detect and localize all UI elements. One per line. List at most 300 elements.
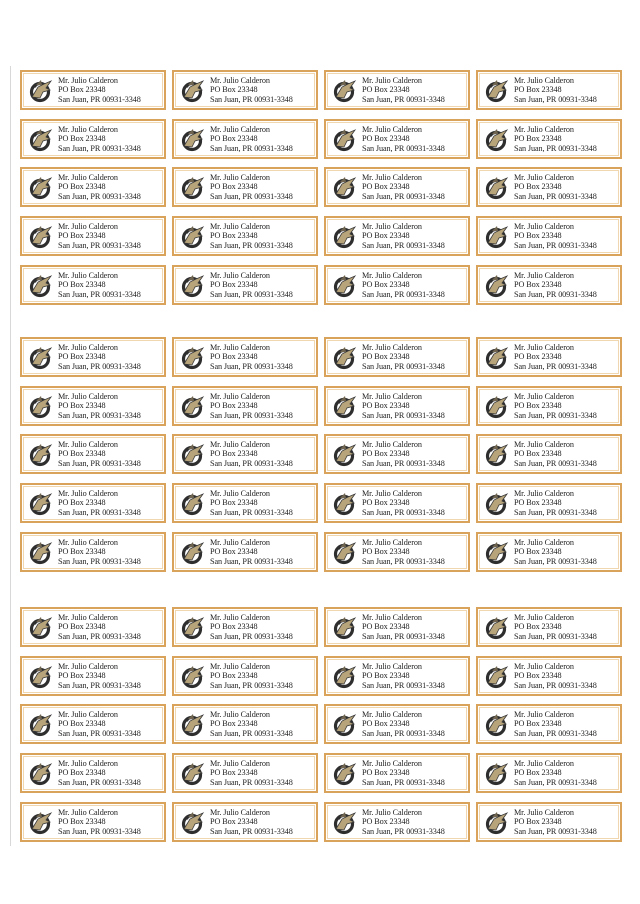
city-state-zip-line: San Juan, PR 00931-3348 <box>210 94 293 104</box>
bird-emblem-icon <box>482 440 510 468</box>
address-label <box>20 607 166 647</box>
city-state-zip-line: San Juan, PR 00931-3348 <box>362 680 445 690</box>
recipient-name: Mr. Julio Calderon <box>362 808 422 817</box>
po-box-line: PO Box 23348 <box>362 719 410 729</box>
city-state-zip-line: San Juan, PR 00931-3348 <box>210 240 293 250</box>
recipient-name: Mr. Julio Calderon <box>58 392 118 401</box>
address-block <box>58 710 166 738</box>
city-state-zip-line: San Juan, PR 00931-3348 <box>362 289 445 299</box>
recipient-name: Mr. Julio Calderon <box>514 613 574 622</box>
bird-emblem-icon <box>482 759 510 787</box>
address-label <box>324 337 470 377</box>
po-box-line: PO Box 23348 <box>58 768 106 778</box>
address-block <box>210 271 318 299</box>
recipient-name: Mr. Julio Calderon <box>58 271 118 280</box>
address-block <box>210 76 318 104</box>
bird-emblem-icon <box>178 271 206 299</box>
address-block <box>362 662 470 690</box>
city-state-zip-line: San Juan, PR 00931-3348 <box>362 458 445 468</box>
bird-emblem-icon <box>330 808 358 836</box>
bird-emblem-icon <box>482 808 510 836</box>
city-state-zip-line: San Juan, PR 00931-3348 <box>210 507 293 517</box>
address-label <box>20 216 166 256</box>
address-label <box>172 119 318 159</box>
po-box-line: PO Box 23348 <box>210 768 258 778</box>
po-box-line: PO Box 23348 <box>58 817 106 827</box>
recipient-name: Mr. Julio Calderon <box>514 173 574 182</box>
address-label <box>172 70 318 110</box>
address-block <box>362 613 470 641</box>
address-label <box>476 70 622 110</box>
bird-emblem-icon <box>330 222 358 250</box>
city-state-zip-line: San Juan, PR 00931-3348 <box>514 556 597 566</box>
bird-emblem-icon <box>330 125 358 153</box>
address-block <box>362 710 470 738</box>
po-box-line: PO Box 23348 <box>58 671 106 681</box>
address-label <box>324 483 470 523</box>
address-block <box>514 222 622 250</box>
address-block <box>210 808 318 836</box>
po-box-line: PO Box 23348 <box>210 719 258 729</box>
bird-emblem-icon <box>482 613 510 641</box>
address-block <box>58 76 166 104</box>
recipient-name: Mr. Julio Calderon <box>210 710 270 719</box>
city-state-zip-line: San Juan, PR 00931-3348 <box>210 143 293 153</box>
bird-emblem-icon <box>178 710 206 738</box>
recipient-name: Mr. Julio Calderon <box>514 538 574 547</box>
po-box-line: PO Box 23348 <box>210 231 258 241</box>
address-block <box>514 710 622 738</box>
po-box-line: PO Box 23348 <box>362 498 410 508</box>
bird-emblem-icon <box>330 613 358 641</box>
city-state-zip-line: San Juan, PR 00931-3348 <box>514 410 597 420</box>
city-state-zip-line: San Juan, PR 00931-3348 <box>210 410 293 420</box>
city-state-zip-line: San Juan, PR 00931-3348 <box>58 94 141 104</box>
city-state-zip-line: San Juan, PR 00931-3348 <box>362 361 445 371</box>
po-box-line: PO Box 23348 <box>58 352 106 362</box>
address-block <box>514 538 622 566</box>
recipient-name: Mr. Julio Calderon <box>514 125 574 134</box>
address-block <box>514 808 622 836</box>
address-label <box>324 167 470 207</box>
bird-emblem-icon <box>178 76 206 104</box>
city-state-zip-line: San Juan, PR 00931-3348 <box>514 240 597 250</box>
address-label <box>20 119 166 159</box>
recipient-name: Mr. Julio Calderon <box>210 343 270 352</box>
bird-emblem-icon <box>26 392 54 420</box>
po-box-line: PO Box 23348 <box>362 817 410 827</box>
address-label <box>476 167 622 207</box>
address-block <box>362 538 470 566</box>
bird-emblem-icon <box>482 538 510 566</box>
po-box-line: PO Box 23348 <box>362 352 410 362</box>
recipient-name: Mr. Julio Calderon <box>514 710 574 719</box>
po-box-line: PO Box 23348 <box>58 182 106 192</box>
city-state-zip-line: San Juan, PR 00931-3348 <box>58 680 141 690</box>
address-block <box>58 271 166 299</box>
recipient-name: Mr. Julio Calderon <box>210 808 270 817</box>
po-box-line: PO Box 23348 <box>58 449 106 459</box>
bird-emblem-icon <box>26 710 54 738</box>
bird-emblem-icon <box>482 222 510 250</box>
address-label <box>172 265 318 305</box>
bird-emblem-icon <box>330 759 358 787</box>
address-block <box>514 76 622 104</box>
address-label <box>324 265 470 305</box>
bird-emblem-icon <box>178 808 206 836</box>
city-state-zip-line: San Juan, PR 00931-3348 <box>362 556 445 566</box>
po-box-line: PO Box 23348 <box>514 622 562 632</box>
po-box-line: PO Box 23348 <box>210 498 258 508</box>
city-state-zip-line: San Juan, PR 00931-3348 <box>514 94 597 104</box>
bird-emblem-icon <box>26 222 54 250</box>
address-label <box>324 532 470 572</box>
recipient-name: Mr. Julio Calderon <box>362 489 422 498</box>
address-label <box>20 483 166 523</box>
recipient-name: Mr. Julio Calderon <box>362 759 422 768</box>
address-label <box>324 607 470 647</box>
city-state-zip-line: San Juan, PR 00931-3348 <box>362 143 445 153</box>
recipient-name: Mr. Julio Calderon <box>58 173 118 182</box>
po-box-line: PO Box 23348 <box>514 719 562 729</box>
bird-emblem-icon <box>178 662 206 690</box>
recipient-name: Mr. Julio Calderon <box>210 392 270 401</box>
po-box-line: PO Box 23348 <box>362 671 410 681</box>
recipient-name: Mr. Julio Calderon <box>58 662 118 671</box>
address-block <box>210 440 318 468</box>
recipient-name: Mr. Julio Calderon <box>514 759 574 768</box>
address-block <box>514 440 622 468</box>
address-block <box>362 489 470 517</box>
city-state-zip-line: San Juan, PR 00931-3348 <box>58 191 141 201</box>
po-box-line: PO Box 23348 <box>210 547 258 557</box>
bird-emblem-icon <box>178 392 206 420</box>
bird-emblem-icon <box>330 343 358 371</box>
recipient-name: Mr. Julio Calderon <box>362 613 422 622</box>
address-block <box>210 343 318 371</box>
recipient-name: Mr. Julio Calderon <box>514 808 574 817</box>
city-state-zip-line: San Juan, PR 00931-3348 <box>210 191 293 201</box>
bird-emblem-icon <box>26 808 54 836</box>
address-label <box>324 753 470 793</box>
address-block <box>58 392 166 420</box>
city-state-zip-line: San Juan, PR 00931-3348 <box>58 410 141 420</box>
address-label <box>476 434 622 474</box>
address-label <box>20 386 166 426</box>
recipient-name: Mr. Julio Calderon <box>362 343 422 352</box>
po-box-line: PO Box 23348 <box>362 85 410 95</box>
address-label <box>172 607 318 647</box>
recipient-name: Mr. Julio Calderon <box>58 76 118 85</box>
po-box-line: PO Box 23348 <box>210 134 258 144</box>
city-state-zip-line: San Juan, PR 00931-3348 <box>514 143 597 153</box>
address-label <box>172 704 318 744</box>
address-block <box>58 759 166 787</box>
bird-emblem-icon <box>26 662 54 690</box>
recipient-name: Mr. Julio Calderon <box>58 613 118 622</box>
city-state-zip-line: San Juan, PR 00931-3348 <box>514 361 597 371</box>
po-box-line: PO Box 23348 <box>58 231 106 241</box>
bird-emblem-icon <box>26 125 54 153</box>
bird-emblem-icon <box>330 271 358 299</box>
bird-emblem-icon <box>178 538 206 566</box>
recipient-name: Mr. Julio Calderon <box>58 440 118 449</box>
address-block <box>514 271 622 299</box>
po-box-line: PO Box 23348 <box>362 280 410 290</box>
recipient-name: Mr. Julio Calderon <box>210 271 270 280</box>
city-state-zip-line: San Juan, PR 00931-3348 <box>362 191 445 201</box>
address-label <box>20 802 166 842</box>
po-box-line: PO Box 23348 <box>58 85 106 95</box>
po-box-line: PO Box 23348 <box>514 817 562 827</box>
address-label <box>20 704 166 744</box>
address-label <box>172 532 318 572</box>
address-block <box>514 759 622 787</box>
recipient-name: Mr. Julio Calderon <box>514 271 574 280</box>
address-label <box>476 704 622 744</box>
address-block <box>210 613 318 641</box>
city-state-zip-line: San Juan, PR 00931-3348 <box>58 728 141 738</box>
recipient-name: Mr. Julio Calderon <box>210 173 270 182</box>
address-label <box>172 656 318 696</box>
address-label <box>20 337 166 377</box>
po-box-line: PO Box 23348 <box>362 231 410 241</box>
address-block <box>58 808 166 836</box>
address-label <box>172 386 318 426</box>
city-state-zip-line: San Juan, PR 00931-3348 <box>362 826 445 836</box>
city-state-zip-line: San Juan, PR 00931-3348 <box>58 507 141 517</box>
address-block <box>362 759 470 787</box>
address-block <box>210 125 318 153</box>
po-box-line: PO Box 23348 <box>362 401 410 411</box>
city-state-zip-line: San Juan, PR 00931-3348 <box>362 94 445 104</box>
po-box-line: PO Box 23348 <box>514 134 562 144</box>
recipient-name: Mr. Julio Calderon <box>362 440 422 449</box>
city-state-zip-line: San Juan, PR 00931-3348 <box>210 458 293 468</box>
address-block <box>210 662 318 690</box>
address-label <box>476 656 622 696</box>
recipient-name: Mr. Julio Calderon <box>58 538 118 547</box>
bird-emblem-icon <box>26 489 54 517</box>
address-block <box>210 710 318 738</box>
address-label <box>476 802 622 842</box>
city-state-zip-line: San Juan, PR 00931-3348 <box>210 289 293 299</box>
city-state-zip-line: San Juan, PR 00931-3348 <box>514 191 597 201</box>
bird-emblem-icon <box>482 76 510 104</box>
po-box-line: PO Box 23348 <box>514 768 562 778</box>
address-label <box>324 704 470 744</box>
recipient-name: Mr. Julio Calderon <box>362 392 422 401</box>
address-block <box>58 125 166 153</box>
po-box-line: PO Box 23348 <box>514 182 562 192</box>
address-block <box>362 808 470 836</box>
recipient-name: Mr. Julio Calderon <box>210 222 270 231</box>
city-state-zip-line: San Juan, PR 00931-3348 <box>210 680 293 690</box>
bird-emblem-icon <box>482 271 510 299</box>
po-box-line: PO Box 23348 <box>514 85 562 95</box>
address-block <box>58 538 166 566</box>
bird-emblem-icon <box>178 440 206 468</box>
po-box-line: PO Box 23348 <box>362 182 410 192</box>
page-edge-divider <box>10 66 11 846</box>
city-state-zip-line: San Juan, PR 00931-3348 <box>514 458 597 468</box>
city-state-zip-line: San Juan, PR 00931-3348 <box>210 777 293 787</box>
address-label <box>20 70 166 110</box>
city-state-zip-line: San Juan, PR 00931-3348 <box>210 631 293 641</box>
recipient-name: Mr. Julio Calderon <box>514 343 574 352</box>
address-label <box>476 265 622 305</box>
recipient-name: Mr. Julio Calderon <box>362 125 422 134</box>
address-block <box>58 489 166 517</box>
recipient-name: Mr. Julio Calderon <box>514 222 574 231</box>
city-state-zip-line: San Juan, PR 00931-3348 <box>210 826 293 836</box>
recipient-name: Mr. Julio Calderon <box>58 710 118 719</box>
po-box-line: PO Box 23348 <box>514 231 562 241</box>
address-label <box>172 216 318 256</box>
bird-emblem-icon <box>178 613 206 641</box>
city-state-zip-line: San Juan, PR 00931-3348 <box>514 680 597 690</box>
recipient-name: Mr. Julio Calderon <box>514 440 574 449</box>
po-box-line: PO Box 23348 <box>58 498 106 508</box>
bird-emblem-icon <box>330 440 358 468</box>
recipient-name: Mr. Julio Calderon <box>362 76 422 85</box>
bird-emblem-icon <box>330 489 358 517</box>
bird-emblem-icon <box>26 538 54 566</box>
city-state-zip-line: San Juan, PR 00931-3348 <box>514 507 597 517</box>
city-state-zip-line: San Juan, PR 00931-3348 <box>58 289 141 299</box>
recipient-name: Mr. Julio Calderon <box>362 173 422 182</box>
po-box-line: PO Box 23348 <box>58 719 106 729</box>
bird-emblem-icon <box>330 392 358 420</box>
address-label <box>20 167 166 207</box>
address-label <box>476 607 622 647</box>
address-block <box>58 613 166 641</box>
address-block <box>362 271 470 299</box>
address-label <box>20 532 166 572</box>
address-block <box>58 343 166 371</box>
address-block <box>210 538 318 566</box>
address-label <box>476 119 622 159</box>
recipient-name: Mr. Julio Calderon <box>362 710 422 719</box>
bird-emblem-icon <box>330 662 358 690</box>
address-block <box>210 222 318 250</box>
recipient-name: Mr. Julio Calderon <box>514 662 574 671</box>
city-state-zip-line: San Juan, PR 00931-3348 <box>362 507 445 517</box>
address-label <box>476 216 622 256</box>
city-state-zip-line: San Juan, PR 00931-3348 <box>362 631 445 641</box>
address-label <box>476 532 622 572</box>
po-box-line: PO Box 23348 <box>210 671 258 681</box>
address-label <box>172 802 318 842</box>
recipient-name: Mr. Julio Calderon <box>210 538 270 547</box>
recipient-name: Mr. Julio Calderon <box>58 489 118 498</box>
address-label <box>324 70 470 110</box>
city-state-zip-line: San Juan, PR 00931-3348 <box>514 728 597 738</box>
address-label <box>324 216 470 256</box>
city-state-zip-line: San Juan, PR 00931-3348 <box>58 240 141 250</box>
po-box-line: PO Box 23348 <box>514 671 562 681</box>
address-block <box>362 343 470 371</box>
address-label <box>20 434 166 474</box>
city-state-zip-line: San Juan, PR 00931-3348 <box>210 361 293 371</box>
po-box-line: PO Box 23348 <box>514 280 562 290</box>
po-box-line: PO Box 23348 <box>210 449 258 459</box>
po-box-line: PO Box 23348 <box>362 134 410 144</box>
bird-emblem-icon <box>26 76 54 104</box>
po-box-line: PO Box 23348 <box>514 352 562 362</box>
city-state-zip-line: San Juan, PR 00931-3348 <box>362 410 445 420</box>
po-box-line: PO Box 23348 <box>58 622 106 632</box>
po-box-line: PO Box 23348 <box>362 622 410 632</box>
recipient-name: Mr. Julio Calderon <box>514 76 574 85</box>
bird-emblem-icon <box>178 759 206 787</box>
po-box-line: PO Box 23348 <box>58 401 106 411</box>
recipient-name: Mr. Julio Calderon <box>58 759 118 768</box>
bird-emblem-icon <box>26 173 54 201</box>
address-block <box>210 392 318 420</box>
recipient-name: Mr. Julio Calderon <box>210 489 270 498</box>
city-state-zip-line: San Juan, PR 00931-3348 <box>210 728 293 738</box>
bird-emblem-icon <box>482 392 510 420</box>
recipient-name: Mr. Julio Calderon <box>210 613 270 622</box>
po-box-line: PO Box 23348 <box>210 280 258 290</box>
po-box-line: PO Box 23348 <box>210 85 258 95</box>
recipient-name: Mr. Julio Calderon <box>58 808 118 817</box>
address-block <box>514 343 622 371</box>
address-block <box>362 76 470 104</box>
recipient-name: Mr. Julio Calderon <box>362 222 422 231</box>
address-label <box>476 483 622 523</box>
address-block <box>514 173 622 201</box>
recipient-name: Mr. Julio Calderon <box>514 392 574 401</box>
recipient-name: Mr. Julio Calderon <box>210 759 270 768</box>
address-block <box>514 125 622 153</box>
recipient-name: Mr. Julio Calderon <box>362 271 422 280</box>
po-box-line: PO Box 23348 <box>362 547 410 557</box>
address-label <box>20 753 166 793</box>
address-block <box>362 173 470 201</box>
bird-emblem-icon <box>330 76 358 104</box>
po-box-line: PO Box 23348 <box>210 401 258 411</box>
recipient-name: Mr. Julio Calderon <box>58 343 118 352</box>
po-box-line: PO Box 23348 <box>210 182 258 192</box>
city-state-zip-line: San Juan, PR 00931-3348 <box>58 826 141 836</box>
po-box-line: PO Box 23348 <box>210 622 258 632</box>
po-box-line: PO Box 23348 <box>210 352 258 362</box>
address-label <box>476 337 622 377</box>
recipient-name: Mr. Julio Calderon <box>514 489 574 498</box>
address-label <box>324 802 470 842</box>
po-box-line: PO Box 23348 <box>514 401 562 411</box>
address-block <box>362 222 470 250</box>
po-box-line: PO Box 23348 <box>58 280 106 290</box>
address-block <box>362 125 470 153</box>
city-state-zip-line: San Juan, PR 00931-3348 <box>362 728 445 738</box>
address-label <box>172 753 318 793</box>
address-label <box>172 483 318 523</box>
city-state-zip-line: San Juan, PR 00931-3348 <box>514 826 597 836</box>
address-label <box>476 753 622 793</box>
address-block <box>514 662 622 690</box>
city-state-zip-line: San Juan, PR 00931-3348 <box>58 458 141 468</box>
po-box-line: PO Box 23348 <box>210 817 258 827</box>
address-label <box>324 656 470 696</box>
recipient-name: Mr. Julio Calderon <box>210 125 270 134</box>
bird-emblem-icon <box>26 759 54 787</box>
address-label <box>172 337 318 377</box>
address-label <box>324 434 470 474</box>
recipient-name: Mr. Julio Calderon <box>58 222 118 231</box>
